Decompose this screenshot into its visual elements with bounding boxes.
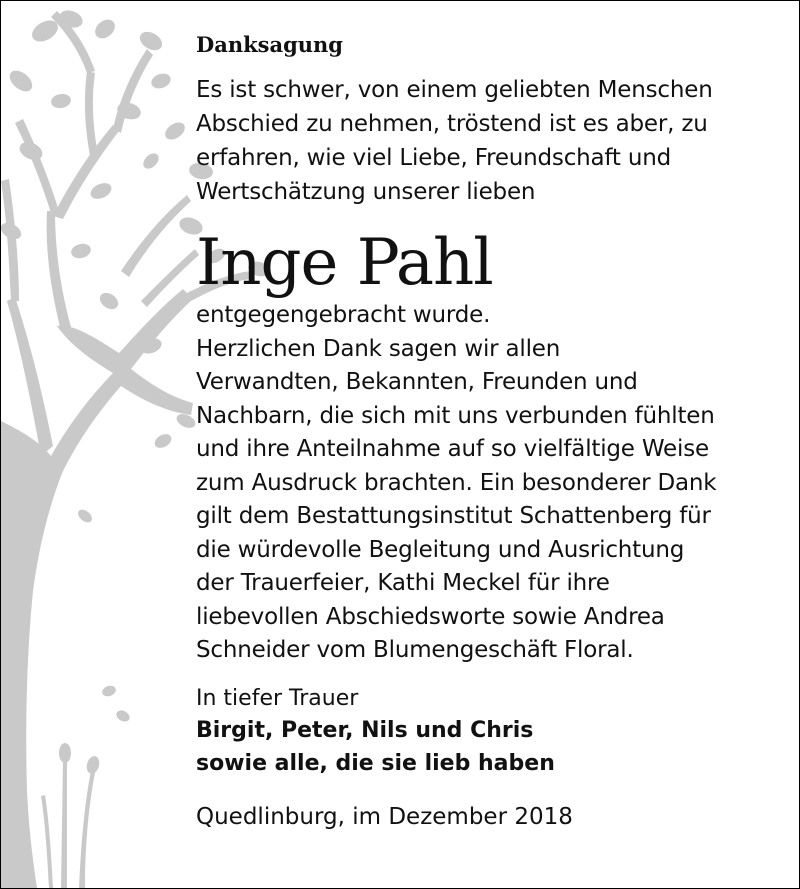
body-line: Schneider vom Blumengeschäft Floral. <box>196 637 634 663</box>
body-line: und ihre Anteilnahme auf so vielfältige Weise <box>196 436 709 462</box>
signer-others: sowie alle, die sie lieb haben <box>196 750 555 776</box>
body-line: Nachbarn, die sich mit uns verbunden fühlten <box>196 402 715 429</box>
body-line: gilt dem Bestattungsinstitut Schattenberg für <box>196 503 711 529</box>
body-line: entgegengebracht wurde. <box>196 302 491 328</box>
intro-paragraph <box>196 73 786 209</box>
signer-names: Birgit, Peter, Nils und Chris <box>196 717 534 743</box>
body-line: zum Ausdruck brachten. Ein besonderer Dank <box>196 469 717 496</box>
intro-line: Wertschätzung unserer lieben <box>196 179 536 205</box>
body-line: liebevollen Abschiedsworte sowie Andrea <box>196 603 665 630</box>
notice-heading: Danksagung <box>196 32 343 57</box>
intro-line: Abschied zu nehmen, tröstend ist es aber, zu <box>196 111 708 137</box>
notice-content <box>196 31 786 832</box>
intro-line: Es ist schwer, von einem geliebten Menschen <box>196 77 713 103</box>
body-line: die würdevolle Begleitung und Ausrichtung <box>196 536 685 563</box>
place-date: Quedlinburg, im Dezember 2018 <box>196 803 573 830</box>
deceased-name: Inge Pahl <box>196 226 493 300</box>
intro-line: erfahren, wie viel Liebe, Freundschaft und <box>196 145 672 171</box>
mourning-phrase: In tiefer Trauer <box>196 685 359 711</box>
body-line: Verwandten, Bekannten, Freunden und <box>196 369 638 395</box>
body-line: der Trauerfeier, Kathi Meckel für ihre <box>196 570 610 596</box>
thanks-paragraph <box>196 299 786 668</box>
body-line: Herzlichen Dank sagen wir allen <box>196 335 561 362</box>
